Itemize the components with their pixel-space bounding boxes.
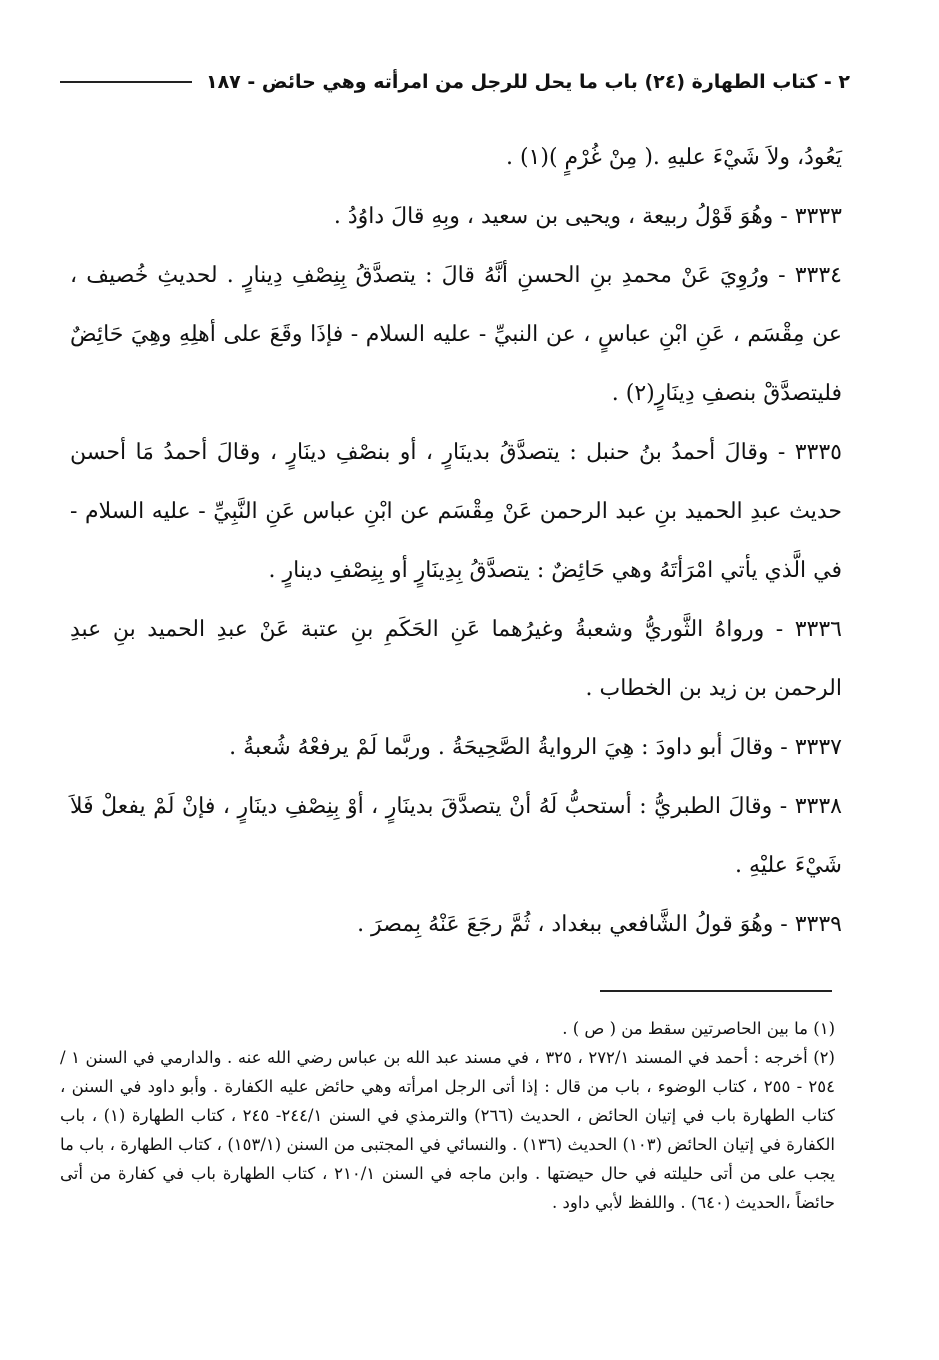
entry-3334: ٣٣٣٤ - ورُوِيَ عَنْ محمدِ بنِ الحسنِ أنَّهُ قالَ : يتصدَّقُ بِنِصْفِ دِينارٍ . لحديثِ خُصيف ، عن مِقْسَم ، عَنِ ابْنِ عباسٍ ، عن النبيِّ - عليه السلام - فإذَا وقَعَ على أهلِهِ وهِيَ حَائِضٌ فليتصدَّقْ بنصفِ دِينَارٍ(٢) . [70,263,842,406]
page-header [60,60,850,104]
entry-3335: ٣٣٣٥ - وقالَ أحمدُ بنُ حنبل : يتصدَّقُ بدينَارٍ ، أو بنصْفِ دينَارٍ ، وقالَ أحمدُ مَا أحسن حديث عبدِ الحميد بنِ عبد الرحمن عَنْ مِقْسَم عن ابْنِ عباس عَنِ النَّبِيِّ - عليه السلام - في الَّذي يأتي امْرَأتَهُ وهي حَائِضٌ : يتصدَّقُ بِدِينَارٍ أو بِنِصْفِ دينارٍ . [70,440,842,583]
footnotes [60,1014,835,1217]
footnote-1: (١) ما بين الحاصرتين سقط من ( ص ) . [562,1019,835,1038]
entry-3336: ٣٣٣٦ - ورواهُ الثَّوريُّ وشعبةُ وغيرُهما عَنِ الحَكَمِ بنِ عتبة عَنْ عبدِ الحميد بنِ عبدِ الرحمن بن زيد بن الخطاب . [70,617,842,701]
footnote-2: (٢) أخرجه : أحمد في المسند ٢٧٢/١ ، ٣٢٥ ، في مسند عبد الله بن عباس رضي الله عنه . والدارمي في السنن ١ /٢٥٤ - ٢٥٥ ، كتاب الوضوء ، باب من قال : إذا أتى الرجل امرأته وهي حائض عليه الكفارة . وأبو داود في السنن ، كتاب الطهارة باب في إتيان الحائض ، الحديث (٢٦٦) والترمذي في السنن ٢٤٤/١- ٢٤٥ ، كتاب الطهارة (١) ، باب الكفارة في إتيان الحائض (١٠٣) الحديث (١٣٦) . والنسائي في المجتبى من السنن (١٥٣/١) ، كتاب الطهارة ، باب ما يجب على من أتى حليلته في حال حيضتها . وابن ماجه في السنن ٢١٠/١ ، كتاب الطهارة باب في كفارة من أتى حائضاً ،الحديث (٦٤٠) . واللفظ لأبي داود . [60,1048,835,1212]
entry-3339: ٣٣٣٩ - وهُوَ قولُ الشَّافعي ببغداد ، ثُمَّ رجَعَ عَنْهُ بِمصرَ . [357,912,842,937]
header-rule [60,81,192,83]
main-text [70,128,842,954]
entry-3333: ٣٣٣٣ - وهُوَ قَوْلُ ربيعة ، ويحيى بن سعيد ، وبِهِ قالَ داوُدُ . [333,204,842,229]
entry-3337: ٣٣٣٧ - وقالَ أبو داودَ : هِيَ الروايةُ الصَّحِيحَةُ . وربَّما لَمْ يرفعْهُ شُعبةُ . [229,735,842,760]
running-title: ٢ - كتاب الطهارة (٢٤) باب ما يحل للرجل من امرأته وهي حائض - ١٨٧ [205,71,850,93]
entry-3338: ٣٣٣٨ - وقالَ الطبريُّ : أستحبُّ لَهُ أنْ يتصدَّقَ بدينَارٍ ، أوْ بِنِصْفِ دينَارٍ ، فإنْ لَمْ يفعلْ فَلاَ شَيْءَ عليْهِ . [70,794,842,878]
paragraph-continuation: يَعُودُ، ولاَ شَيْءَ عليهِ .( مِنْ غُرْمٍ )(١) . [505,145,842,170]
footnote-separator [600,990,832,992]
